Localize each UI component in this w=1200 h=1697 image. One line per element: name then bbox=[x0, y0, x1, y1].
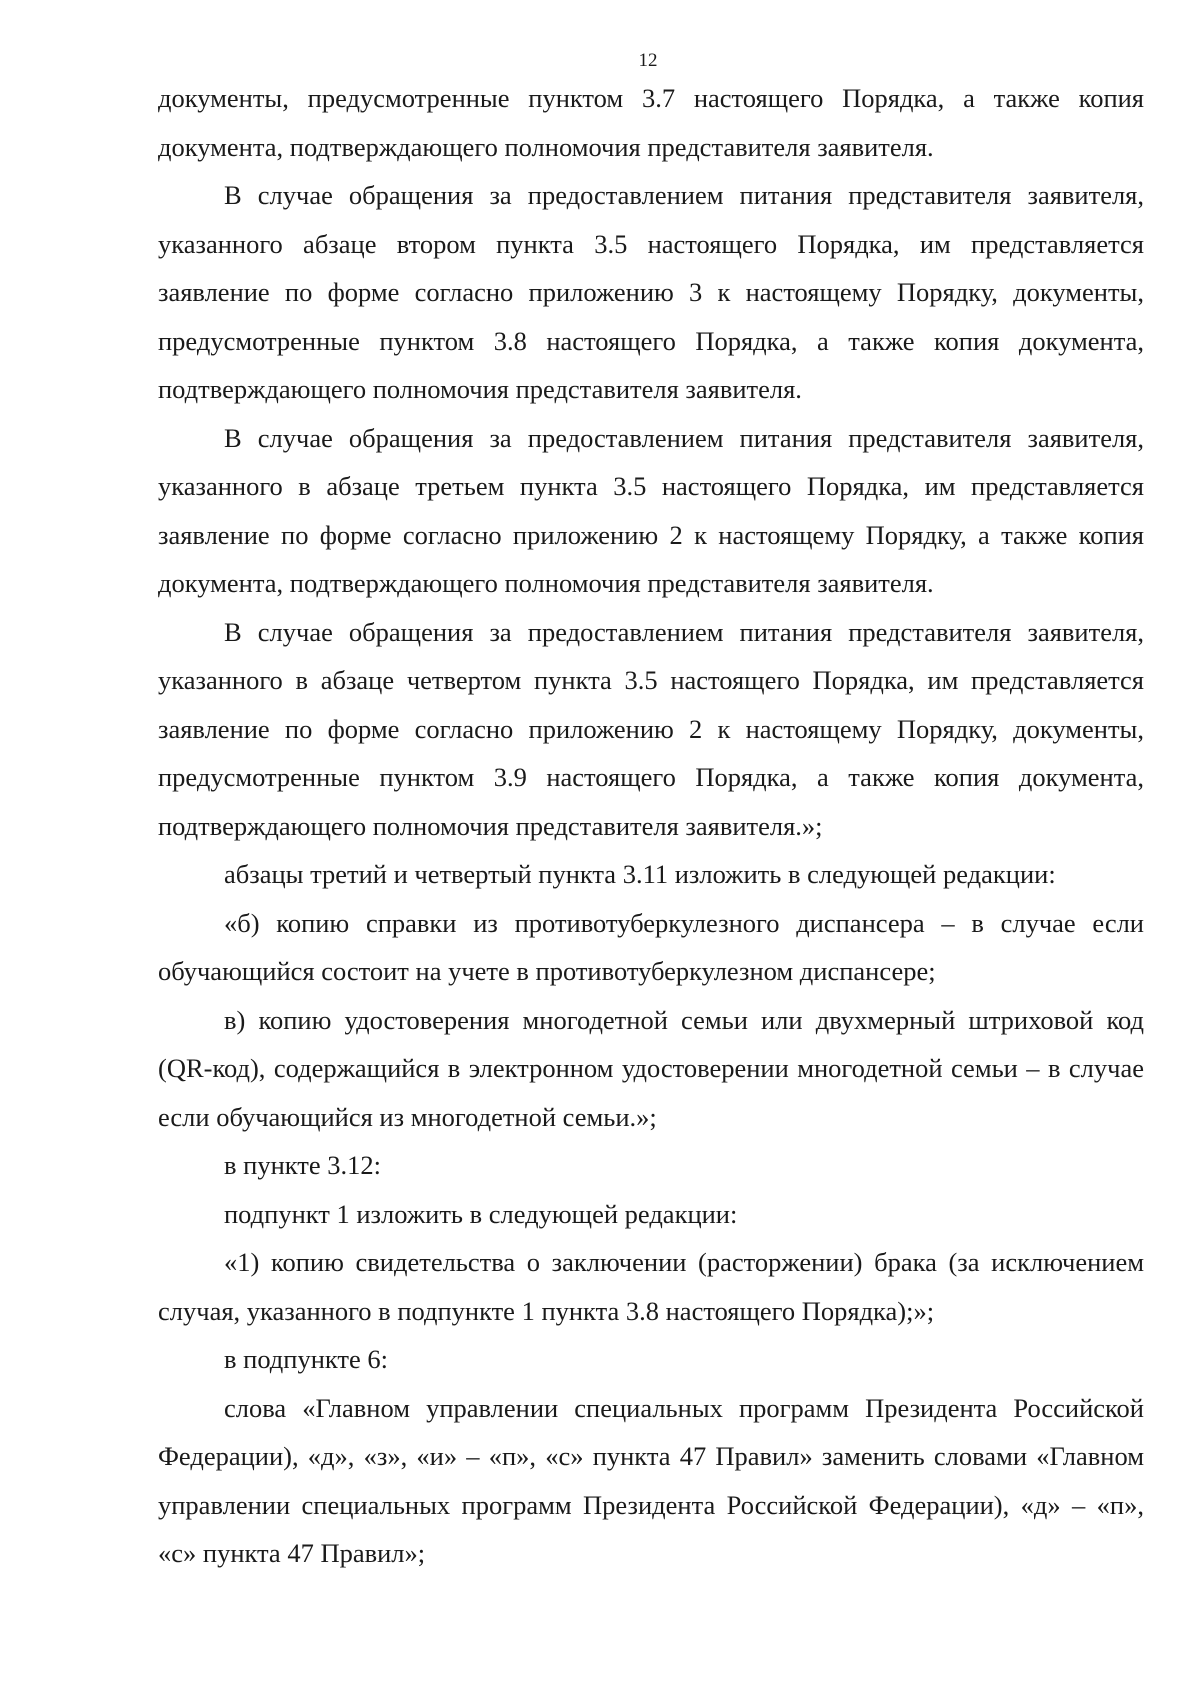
paragraph: абзацы третий и четвертый пункта 3.11 изложить в следующей редакции: bbox=[224, 859, 1056, 889]
document-body bbox=[158, 74, 1144, 1578]
paragraph: подпункт 1 изложить в следующей редакции: bbox=[224, 1198, 738, 1229]
paragraph: «1) копию свидетельства о заключении (расторжении) брака (за исключением случая, указанного в подпункте 1 пункта 3.8 настоящего Порядка);»; bbox=[158, 1247, 1144, 1326]
paragraph: в пункте 3.12: bbox=[224, 1150, 381, 1180]
paragraph: слова «Главном управлении специальных программ Президента Российской Федерации), «д», «з», «и» – «п», «с» пункта 47 Правил» заменить словами «Главном управлении специальных программ Президента Российской Федерации), «д» – «п», «с» пункта 47 Правил»; bbox=[158, 1392, 1144, 1568]
paragraph: в подпункте 6: bbox=[224, 1344, 389, 1374]
paragraph: «б) копию справки из противотуберкулезного диспансера – в случае если обучающийся состоит на учете в противотуберкулезном диспансере; bbox=[158, 907, 1144, 986]
paragraph: документы, предусмотренные пунктом 3.7 настоящего Порядка, а также копия документа, подтверждающего полномочия представителя заявителя. bbox=[158, 83, 1144, 162]
paragraph: В случае обращения за предоставлением питания представителя заявителя, указанного в абзаце третьем пункта 3.5 настоящего Порядка, им представляется заявление по форме согласно приложению 2 к настоящему Порядку, а также копия документа, подтверждающего полномочия представителя заявителя. bbox=[158, 422, 1144, 598]
paragraph: в) копию удостоверения многодетной семьи или двухмерный штриховой код (QR-код), содержащийся в электронном удостоверении многодетной семьи – в случае если обучающийся из многодетной семьи.»; bbox=[158, 1004, 1144, 1132]
page-number: 12 bbox=[638, 50, 658, 71]
paragraph: В случае обращения за предоставлением питания представителя заявителя, указанного в абзаце четвертом пункта 3.5 настоящего Порядка, им представляется заявление по форме согласно приложению 2 к настоящему Порядку, документы, предусмотренные пунктом 3.9 настоящего Порядка, а также копия документа, подтверждающего полномочия представителя заявителя.»; bbox=[158, 616, 1144, 841]
paragraph: В случае обращения за предоставлением питания представителя заявителя, указанного абзаце втором пункта 3.5 настоящего Порядка, им представляется заявление по форме согласно приложению 3 к настоящему Порядку, документы, предусмотренные пунктом 3.8 настоящего Порядка, а также копия документа, подтверждающего полномочия представителя заявителя. bbox=[158, 180, 1144, 404]
